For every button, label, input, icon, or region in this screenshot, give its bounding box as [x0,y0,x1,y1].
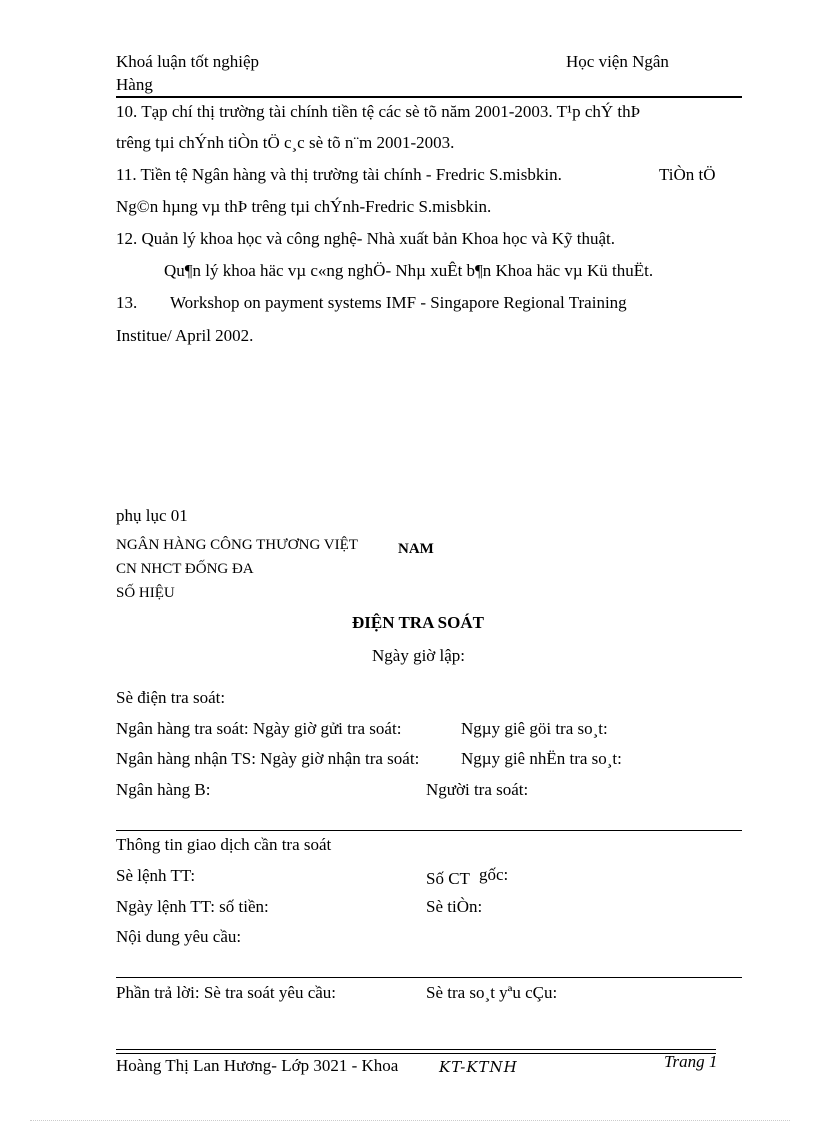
reply-field: Phần trả lời: Sè tra soát yêu cầu: [116,983,337,1002]
reference-13-line1: Workshop on payment systems IMF - Singapore Regional Training [170,293,627,312]
order-date-field: Ngày lệnh TT: số tiền: [116,897,269,916]
footer-rule-bottom [116,1053,716,1054]
receiving-bank-field: Ngân hàng nhận TS: Ngày giờ nhận tra soát: [116,749,420,768]
section-divider-2 [116,977,742,978]
reference-12-line2: Qu¶n lý khoa häc vµ c«ng nghÖ- Nhµ xuÊt b¶n Khoa häc vµ Kü thuËt. [164,261,654,280]
sending-bank-field: Ngân hàng tra soát: Ngày giờ gửi tra soát: [116,719,402,738]
footer-rule-top [116,1049,716,1050]
form-title: ĐIỆN TRA SOÁT [352,613,484,632]
header-left-title: Khoá luận tốt nghiệp [116,52,260,71]
branch-name: CN NHCT ĐỐNG ĐA [116,561,254,577]
inquiry-number-field: Sè điện tra soát: [116,688,226,707]
reference-11-line2: Ng©n hµng vµ thÞ trêng tµi chÝnh-Fredric S.misbkin. [116,197,492,216]
orig-doc-number-field: Số CT [426,869,470,888]
page-edge [30,1120,790,1121]
reference-10-line1: 10. Tạp chí thị trường tài chính tiền tệ các sè tõ năm 2001-2003. T¹p chÝ thÞ [116,102,641,121]
reference-11-line1: 11. Tiền tệ Ngân hàng và thị trường tài chính - Fredric S.misbkin. [116,165,562,184]
footer-author: Hoàng Thị Lan Hương- Lớp 3021 - Khoa [116,1056,399,1075]
receiving-time-field: Ngµy giê nhËn tra so¸t: [461,749,622,768]
reply-inquiry-field: Sè tra so¸t yªu cÇu: [426,983,558,1002]
inquirer-field: Người tra soát: [426,780,529,799]
footer-faculty: KT-KTNH [439,1058,518,1076]
section-title: Thông tin giao dịch cần tra soát [116,835,332,854]
reference-13-line2: Institue/ April 2002. [116,326,254,345]
appendix-label: phụ lục 01 [116,506,188,525]
orig-doc-number-field-tail: gốc: [479,865,509,884]
header-rule [116,96,742,98]
reference-12-line1: 12. Quản lý khoa học và công nghệ- Nhà xuất bản Khoa học và Kỹ thuật. [116,229,616,248]
bank-name: NGÂN HÀNG CÔNG THƯƠNG VIỆT [116,537,358,553]
header-right-title-cont: Hàng [116,75,153,94]
bank-name-tail: NAM [398,541,434,557]
reference-10-line2: trêng tµi chÝnh tiÒn tÖ c¸c sè tõ n¨m 2001-2003. [116,133,455,152]
amount-field: Sè tiÒn: [426,897,483,916]
bank-b-field: Ngân hàng B: [116,780,211,799]
reference-13-number: 13. [116,293,138,312]
footer-page-number: Trang 1 [664,1052,718,1071]
order-number-field: Sè lệnh TT: [116,866,196,885]
sending-time-field: Ngµy giê göi tra so¸t: [461,719,608,738]
header-right-title: Học viện Ngân [566,52,669,71]
reference-11-line1-right: TiÒn tÖ [659,165,716,184]
number-label: SỐ HIỆU [116,585,175,601]
form-date-label: Ngày giờ lập: [372,646,466,665]
section-divider-1 [116,830,742,831]
request-content-field: Nội dung yêu cầu: [116,927,242,946]
